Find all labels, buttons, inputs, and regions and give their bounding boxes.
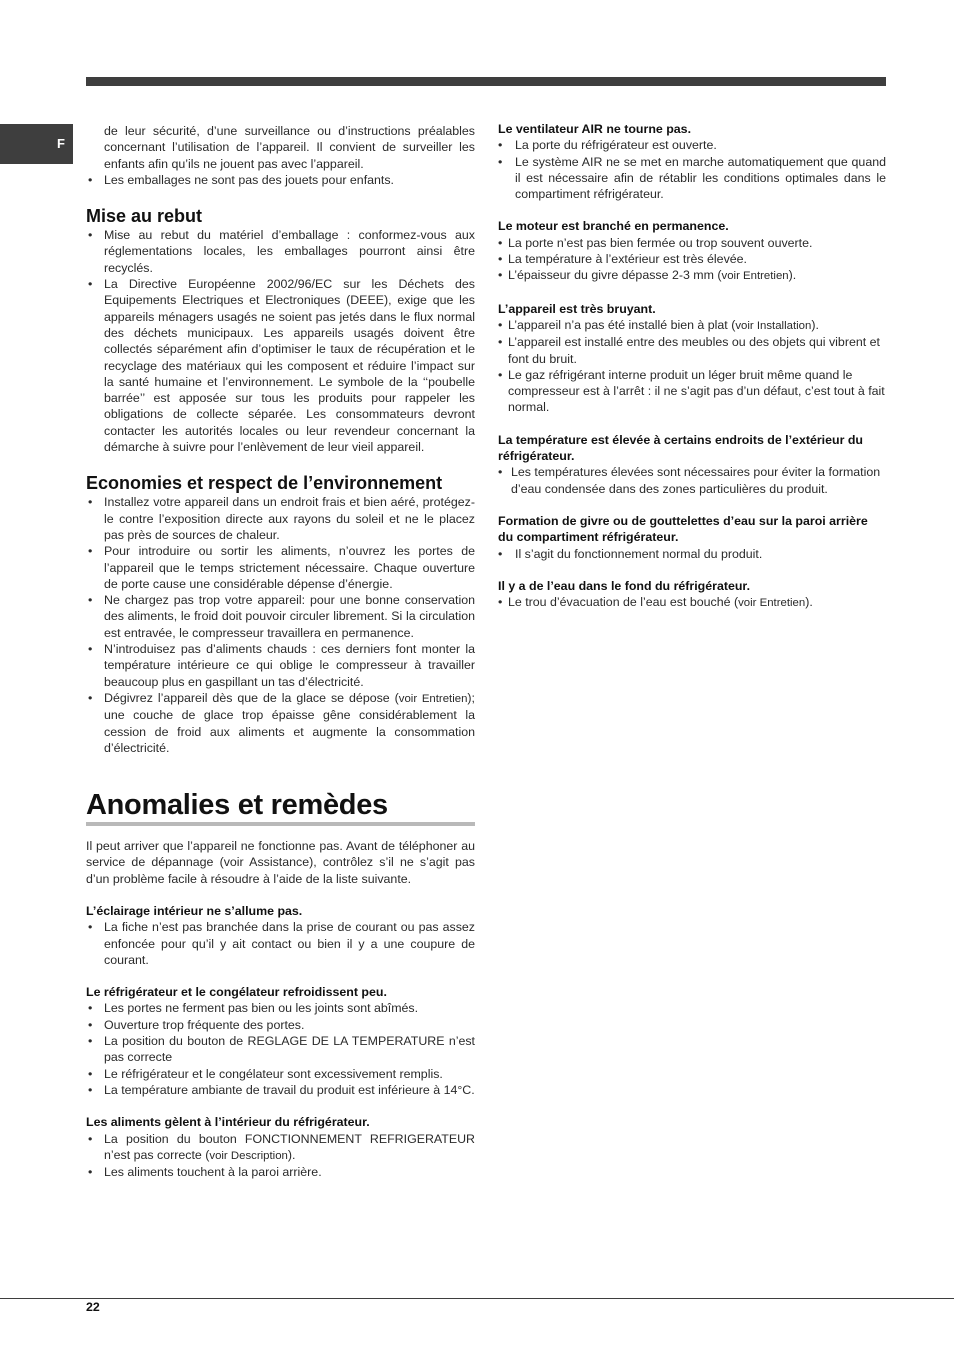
reference-link: voir Entretien [721,270,789,283]
item-text: ). [811,317,819,332]
question-heading: Formation de givre ou de gouttelettes d’eau sur la paroi arrière du compartiment réfrigérateur. [498,513,868,545]
answer-list [86,1131,475,1181]
list-item: • Installez votre appareil dans un endroit frais et bien aéré, protégez-le contre l’exposition directe aux rayons du soleil et ne le placez pas près de sources de chaleur. [86,494,475,543]
item-text: L’épaisseur du givre dépasse 2-3 mm ( [508,268,722,283]
reference-link: voir Entretien [738,597,806,610]
list-item: • Le réfrigérateur et le congélateur sont excessivement remplis. [86,1066,475,1082]
list-item: • La porte du réfrigérateur est ouverte. [498,137,886,153]
question-heading: La température est élevée à certains endroits de l’extérieur du réfrigérateur. [498,432,863,464]
question-heading: L’éclairage intérieur ne s’allume pas. [86,903,303,918]
reference-link: voir Entretien [398,692,468,705]
list-item: • La Directive Européenne 2002/96/EC sur les Déchets des Equipements Electriques et Electroniques (DEEE), exige que les appareils ménagers usagés ne soient pas jetés dans le flux normal des déchets municipaux. Les appareils usagés doivent être collectés séparément afin d’optimiser le taux de récupération et le recyclage des matériaux qui les composent et réduire l’impact sur la santé humaine et l’environnement. Le symbole de la ‘‘poubelle barrée’’ est apposée sur tous les produits pour rappeler les obligations de collecte séparée. Les consommateurs devront contacter les autorités locales ou leur revendeur concernant la démarche à suivre pour l’enlèvement de leur vieil appareil. [86,276,475,455]
list-item: • Le gaz réfrigérant interne produit un léger bruit même quand le compresseur est à l’arrêt : il ne s’agit pas d’un défaut, c’est tout à fait normal. [498,367,886,416]
economies-list [86,494,475,756]
item-text: Dégivrez l’appareil dès que de la glace se dépose ( [104,690,399,705]
list-item: • La porte n’est pas bien fermée ou trop souvent ouverte. [498,235,886,251]
list-item: • Ne chargez pas trop votre appareil: pour une bonne conservation des aliments, le froid doit pouvoir circuler librement. Si la circulation est entravée, le compresseur travaillera en permanence. [86,592,475,641]
list-item: • Mise au rebut du matériel d’emballage : conformez-vous aux réglementations locales, les emballages pourront ainsi être recyclés. [86,227,475,276]
header-bar [86,77,886,86]
answer-list [498,317,886,416]
list-item: • La position du bouton de REGLAGE DE LA TEMPERATURE n’est pas correcte [86,1033,475,1066]
list-item: • Les températures élevées sont nécessaires pour éviter la formation d’eau condensée dans des zones particulières du produit. [498,464,886,497]
answer-list [86,1000,475,1098]
intro-list [86,172,475,188]
list-item [498,267,886,284]
list-item: • Il s’agit du fonctionnement normal du produit. [498,546,886,562]
list-item [498,317,886,334]
list-item: • Les portes ne ferment pas bien ou les joints sont abîmés. [86,1000,475,1016]
answer-list [498,594,886,611]
page-number: 22 [86,1300,100,1314]
list-item: • La température à l’extérieur est très élevée. [498,251,886,267]
footer-rule [0,1298,954,1299]
question-heading: Les aliments gèlent à l’intérieur du réfrigérateur. [86,1115,370,1130]
language-tab [0,124,73,164]
question-heading: L’appareil est très bruyant. [498,301,656,316]
list-item: • Pour introduire ou sortir les aliments, n’ouvrez les portes de l’appareil que le temps strictement nécessaire. Chaque ouverture de porte cause une considérable dépense d’énergie. [86,543,475,592]
list-item [498,594,886,611]
left-column [86,123,475,1180]
section-title-economies: Economies et respect de l’environnement [86,473,443,494]
answer-list [498,235,886,285]
answer-list [498,464,886,497]
item-text: ); une couche de glace trop épaisse gêne considérablement la cession de froid aux aliments et augmente la consommation d’électricité. [104,690,475,755]
list-item: • Les aliments touchent à la paroi arrière. [86,1164,475,1180]
question-heading: Le réfrigérateur et le congélateur refroidissent peu. [86,985,387,1000]
reference-link: voir Description [209,1149,288,1162]
item-text: La position du bouton FONCTIONNEMENT REFRIGERATEUR n’est pas correcte ( [104,1131,475,1162]
list-item: • Ouverture trop fréquente des portes. [86,1017,475,1033]
item-text: Le trou d’évacuation de l’eau est bouché ( [508,595,739,610]
item-text: ). [788,268,797,283]
item-text: L’appareil n’a pas été installé bien à plat ( [508,317,736,332]
section-title-rebut: Mise au rebut [86,206,203,227]
answer-list [86,919,475,968]
right-column [498,121,886,611]
list-item: • La fiche n’est pas branchée dans la prise de courant ou pas assez enfoncée pour qu’il y ait contact ou bien il y a une coupure de courant. [86,919,475,968]
anomalies-intro: Il peut arriver que l’appareil ne fonctionne pas. Avant de téléphoner au service de dépannage (voir Assistance), contrôlez s’il ne s’agit pas d’un problème facile à résoudre à l’aide de la liste suivante. [86,839,475,886]
language-letter: F [57,136,65,151]
intro-continuation: de leur sécurité, d’une surveillance ou d’instructions préalables concernant l’utilisation de l’appareil. Il convient de surveiller les enfants afin qu’ils ne jouent pas avec l’appareil. [104,124,475,171]
list-item [86,1131,475,1165]
item-text: ). [287,1147,296,1162]
question-heading: Le moteur est branché en permanence. [498,219,729,234]
answer-list [498,546,886,562]
answer-list [498,137,886,202]
page-section-title: Anomalies et remèdes [86,788,475,826]
question-heading: Il y a de l’eau dans le fond du réfrigérateur. [498,578,751,593]
list-item: • N’introduisez pas d’aliments chauds : ces derniers font monter la température intérieure ce qui oblige le compresseur à travailler beaucoup plus en gaspillant un tas d’électricité. [86,641,475,690]
list-item: • La température ambiante de travail du produit est inférieure à 14°C. [86,1082,475,1098]
question-heading: Le ventilateur AIR ne tourne pas. [498,122,692,136]
reference-link: voir Installation [735,319,812,332]
rebut-list [86,227,475,455]
item-text: ). [805,595,813,610]
list-item: • Les emballages ne sont pas des jouets pour enfants. [86,172,475,188]
list-item: • Le système AIR ne se met en marche automatiquement que quand il est nécessaire afin de rétablir les conditions optimales dans le compartiment réfrigérateur. [498,154,886,203]
list-item [86,690,475,756]
list-item: • L’appareil est installé entre des meubles ou des objets qui vibrent et font du bruit. [498,334,886,367]
